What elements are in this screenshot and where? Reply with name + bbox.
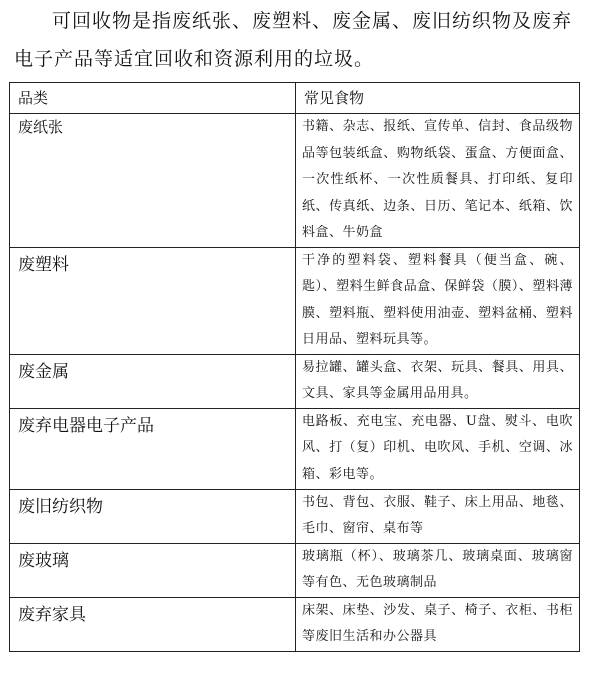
items-cell: 易拉罐、罐头盒、衣架、玩具、餐具、用具、文具、家具等金属用品用具。 [296,354,580,408]
category-cell: 废纸张 [10,114,296,248]
intro-paragraph: 可回收物是指废纸张、废塑料、废金属、废旧纺织物及废弃电子产品等适宜回收和资源利用的垃圾。 [14,10,573,70]
items-cell: 书籍、杂志、报纸、宣传单、信封、食品级物品等包装纸盒、购物纸袋、蛋盒、方便面盒、一次性纸杯、一次性质餐具、打印纸、复印纸、传真纸、边条、日历、笔记本、纸箱、饮料盒、牛奶盒 [296,114,580,248]
recyclables-table [9,82,580,652]
table-row [10,247,580,354]
table-row [10,543,580,597]
items-cell: 电路板、充电宝、充电器、U盘、熨斗、电吹风、打（复）印机、电吹风、手机、空调、冰箱、彩电等。 [296,408,580,489]
category-cell: 废弃家具 [10,597,296,651]
table-row [10,408,580,489]
items-cell: 书包、背包、衣服、鞋子、床上用品、地毯、毛巾、窗帘、桌布等 [296,489,580,543]
header-category: 品类 [10,83,296,114]
items-cell: 干净的塑料袋、塑料餐具（便当盒、碗、匙）、塑料生鲜食品盒、保鲜袋（膜）、塑料薄膜、塑料瓶、塑料使用油壶、塑料盆桶、塑料日用品、塑料玩具等。 [296,247,580,354]
table-row [10,114,580,248]
items-cell: 玻璃瓶（杯）、玻璃茶几、玻璃桌面、玻璃窗等有色、无色玻璃制品 [296,543,580,597]
category-cell: 废金属 [10,354,296,408]
items-cell: 床架、床垫、沙发、桌子、椅子、衣柜、书柜等废旧生活和办公器具 [296,597,580,651]
table-row [10,354,580,408]
table-header-row [10,83,580,114]
category-cell: 废玻璃 [10,543,296,597]
category-cell: 废塑料 [10,247,296,354]
category-cell: 废弃电器电子产品 [10,408,296,489]
category-cell: 废旧纺织物 [10,489,296,543]
table-row [10,489,580,543]
header-items: 常见食物 [296,83,580,114]
table-row [10,597,580,651]
